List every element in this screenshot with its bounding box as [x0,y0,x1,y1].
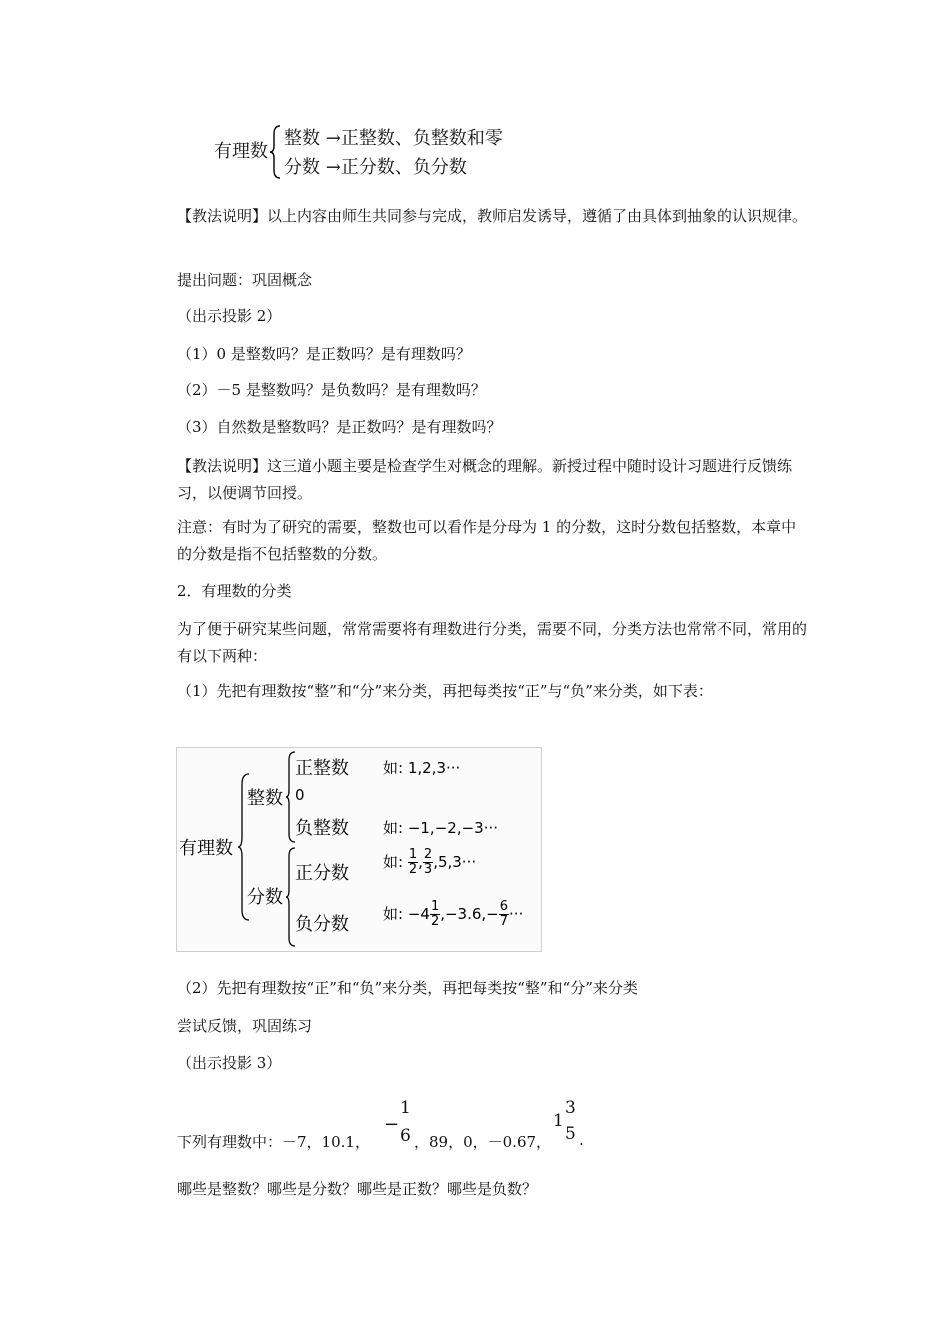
frac1-sign: − [384,1114,400,1135]
table-pos-int: 正整数 [295,758,349,779]
fraction: $\frac{2}{3}$ [423,847,433,877]
projection-3-label: （出示投影 3） [177,1054,282,1072]
top-row-2-b: 正分数、负分数 [340,157,467,178]
top-row-1-b: 正整数、负整数和零 [340,128,503,149]
top-row-1-a: 整数 [284,128,320,149]
list-end: . [579,1131,584,1149]
example-neg-int: 如: −1,−2,−3··· [383,819,498,837]
question-2: （2）－5 是整数吗？是负数吗？是有理数吗？ [177,381,486,399]
classification-table [176,747,542,952]
mixed-numerator: 3 [565,1098,576,1118]
table-neg-int: 负整数 [295,818,349,839]
fraction: $\frac{6}{7}$ [499,899,509,929]
mixed-whole: 1 [553,1111,564,1131]
note-paragraph: 注意：有时为了研究的需要，整数也可以看作是分母为 1 的分数，这时分数包括整数，本章中的分数是指不包括整数的分数。 [177,518,797,563]
top-brace-icon [268,124,284,180]
top-row-2 [284,153,467,179]
top-row-2-a: 分数 [284,157,320,178]
top-root-label: 有理数 [214,141,268,162]
mixed-denominator: 5 [565,1124,576,1144]
question-1: （1）0 是整数吗？是正数吗？是有理数吗？ [177,345,471,363]
method-1-paragraph: （1）先把有理数按“整”和“分”来分类，再把每类按“正”与“负”来分类，如下表： [177,682,713,700]
table-neg-frac: 负分数 [295,914,349,935]
question-heading: 提出问题：巩固概念 [177,271,313,289]
final-question: 哪些是整数？哪些是分数？哪些是正数？哪些是负数？ [177,1180,538,1198]
arrow-icon: → [325,157,341,178]
fraction: $\frac{1}{2}$ [408,847,418,877]
top-row-1 [284,124,503,150]
frac1-numerator: 1 [400,1098,411,1118]
fraction: $\frac{1}{2}$ [430,899,440,929]
list-prefix: 下列有理数中：－7，10.1， [177,1133,370,1151]
table-root-label: 有理数 [179,838,233,859]
table-pos-frac: 正分数 [295,863,349,884]
question-3: （3）自然数是整数吗？是正数吗？是有理数吗？ [177,418,502,436]
classification-intro: 为了便于研究某些问题，常常需要将有理数进行分类，需要不同，分类方法也常常不同，常用的有以下两种： [177,620,808,665]
teaching-note-1: 【教法说明】以上内容由师生共同参与完成，教师启发诱导，遵循了由具体到抽象的认识规律。 [177,207,808,225]
teaching-note-2: 【教法说明】这三道小题主要是检查学生对概念的理解。新授过程中随时设计习题进行反馈练习，以便调节回授。 [177,457,793,502]
example-pos-frac: 如: $\frac{1}{2}$ , $\frac{2}{3}$ ,5,3··· [383,847,477,877]
section-2-heading: 2．有理数的分类 [177,582,292,600]
example-neg-frac: 如: −4 $\frac{1}{2}$ ,−3.6,− $\frac{6}{7}$ ··· [383,899,524,929]
method-2-paragraph: （2）先把有理数按“正”和“负”来分类，再把每类按“整”和“分”来分类 [177,979,638,997]
table-int-label: 整数 [247,788,283,809]
frac1-denominator: 6 [400,1126,411,1146]
projection-2-label: （出示投影 2） [177,307,282,325]
try-feedback-line: 尝试反馈，巩固练习 [177,1017,313,1035]
table-zero: 0 [295,786,305,804]
example-pos-int: 如: 1,2,3··· [383,759,461,777]
arrow-icon: → [325,128,341,149]
table-frac-label: 分数 [247,887,283,908]
list-middle: ，89，0，－0.67， [414,1133,552,1151]
